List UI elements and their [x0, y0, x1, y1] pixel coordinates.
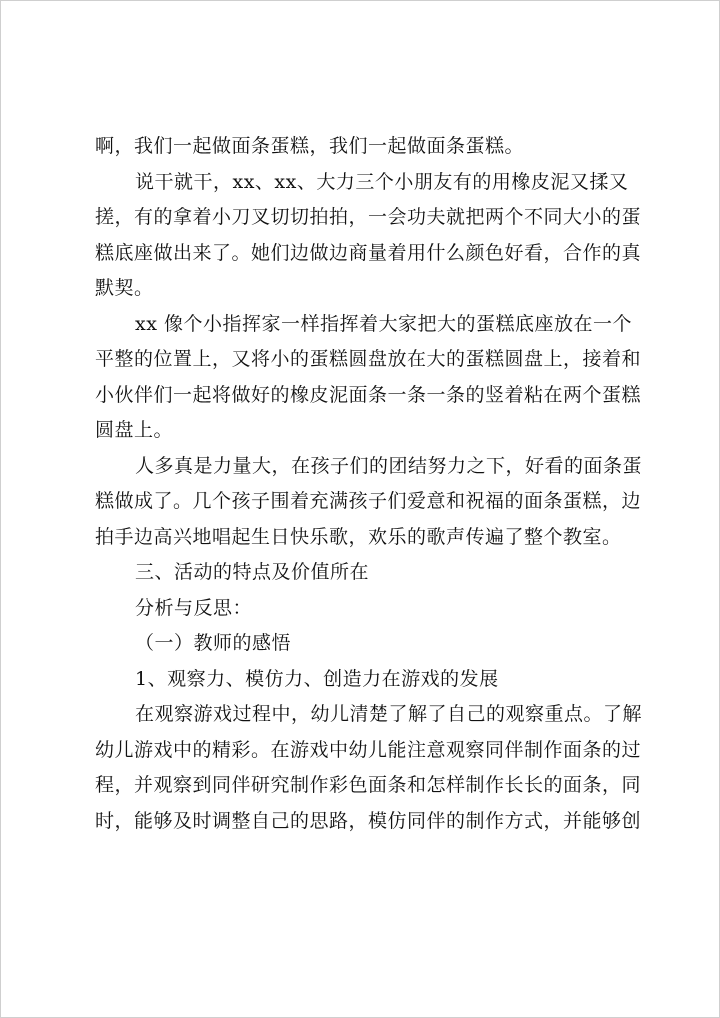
text-line: 在观察游戏过程中，幼儿清楚了解了自己的观察重点。了解: [135, 703, 643, 725]
text-line: 时，能够及时调整自己的思路，模仿同伴的制作方式，并能够创: [95, 809, 642, 832]
text-line: 圆盘上。: [95, 419, 174, 441]
text-line: 说干就干，xx、xx、大力三个小朋友有的用橡皮泥又揉又: [135, 170, 629, 193]
text-line: 啊，我们一起做面条蛋糕，我们一起做面条蛋糕。: [95, 135, 525, 157]
text-line: 搓，有的拿着小刀叉切切拍拍，一会功夫就把两个不同大小的蛋: [95, 206, 642, 228]
text-line: 默契。: [95, 277, 154, 299]
document-body: [95, 129, 643, 839]
text-line: 糕底座做出来了。她们边做边商量着用什么颜色好看，合作的真: [95, 241, 642, 264]
item-heading: 1、观察力、模仿力、创造力在游戏的发展: [135, 667, 499, 690]
text-line: 拍手边高兴地唱起生日快乐歌，欢乐的歌声传遍了整个教室。: [95, 525, 622, 548]
subsection-heading: 分析与反思：: [135, 596, 253, 619]
text-line: 小伙伴们一起将做好的橡皮泥面条一条一条的竖着粘在两个蛋糕: [95, 383, 642, 406]
text-line: 平整的位置上，又将小的蛋糕圆盘放在大的蛋糕圆盘上，接着和: [95, 348, 642, 370]
subsection-heading: （一）教师的感悟: [135, 632, 292, 654]
text-line: 人多真是力量大，在孩子们的团结努力之下，好看的面条蛋: [135, 454, 643, 477]
text-line: 糕做成了。几个孩子围着充满孩子们爱意和祝福的面条蛋糕，边: [95, 490, 642, 512]
text-line: xx 像个小指挥家一样指挥着大家把大的蛋糕底座放在一个: [135, 312, 632, 335]
text-line: 程，并观察到同伴研究制作彩色面条和怎样制作长长的面条，同: [95, 774, 642, 796]
section-heading: 三、活动的特点及价值所在: [135, 561, 370, 583]
text-line: 幼儿游戏中的精彩。在游戏中幼儿能注意观察同伴制作面条的过: [95, 738, 642, 761]
